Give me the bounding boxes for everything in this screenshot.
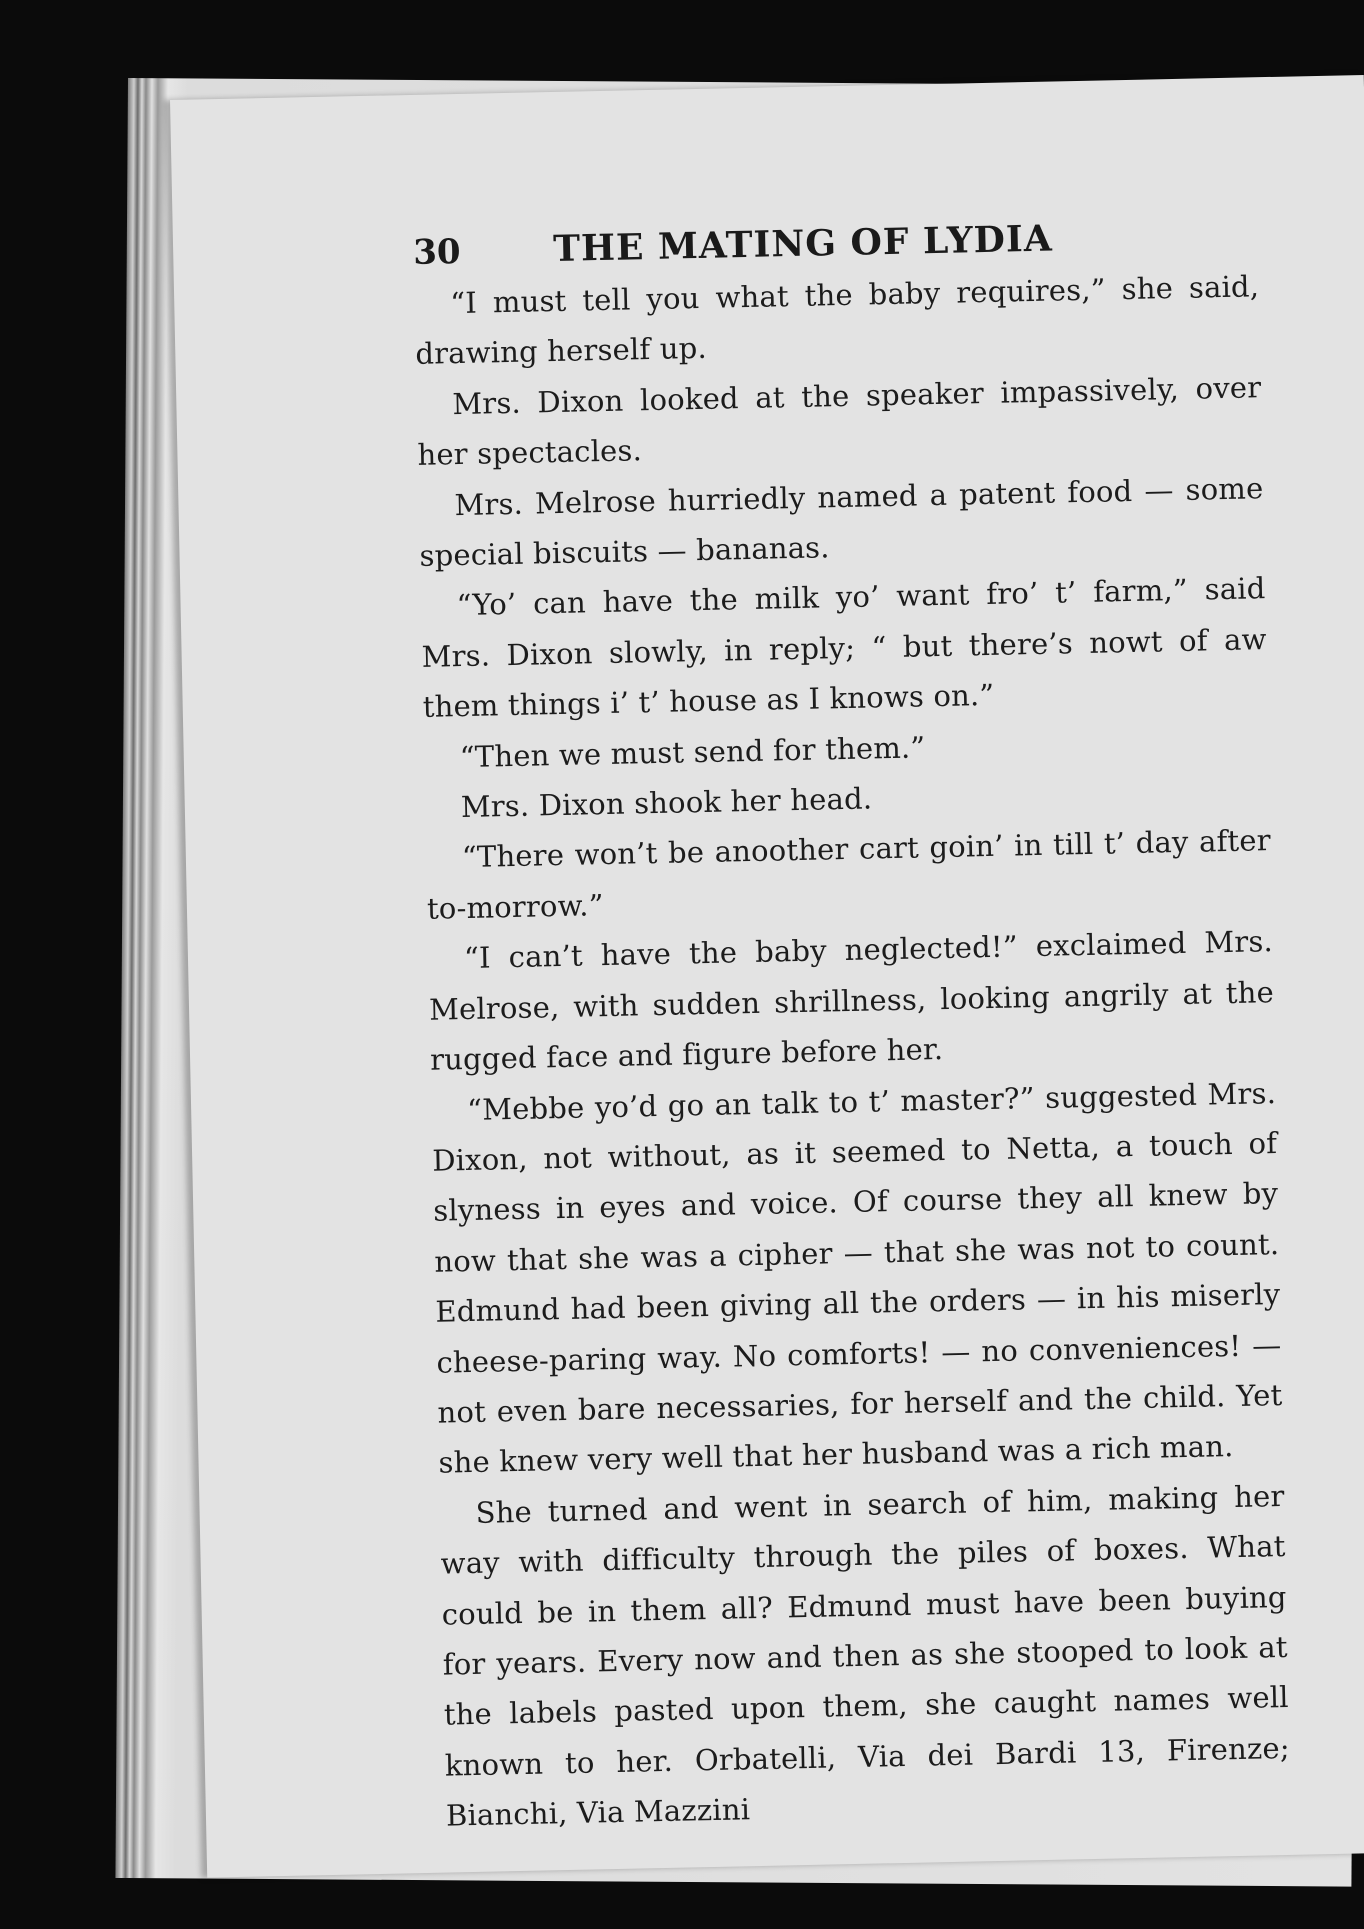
paragraph: “There won’t be anoother cart goin’ in till t’ day after to-morrow.” [426, 823, 1272, 926]
paragraph: Mrs. Dixon looked at the speaker impassively, over her spectacles. [417, 370, 1262, 473]
paragraph: Mrs. Melrose hurriedly named a patent food — some special biscuits — bananas. [419, 470, 1264, 573]
paragraph: She turned and went in search of him, making her way with difficulty through the piles of boxes. What could be in them all? Edmund must have been buying for years. Every now and then as she stooped to look at the labels pasted upon them, she caught names well known to her. Orbatelli, Via dei Bardi 13, Firenze; Bianchi, Via Mazzini [440, 1478, 1291, 1833]
page-number: 30 [412, 231, 461, 273]
paragraph: “I can’t have the baby neglected!” exclaimed Mrs. Melrose, with sudden shrillness, looking angrily at the rugged face and figure before her. [428, 924, 1275, 1077]
body-text [414, 261, 1292, 1841]
paragraph: “Mebbe yo’d go an talk to t’ master?” suggested Mrs. Dixon, not without, as it seemed to Netta, a touch of slyness in eyes and voice. Of course they all knew by now that she was a cipher — that she was not to count. Edmund had been giving all the orders — in his miserly cheese-paring way. No comforts! — no conveniences! — not even bare necessaries, for herself and the child. Yet she knew very well that her husband was a rich man. [431, 1075, 1283, 1481]
paragraph: “Then we must send for them.” [459, 729, 926, 774]
page-content [413, 213, 1292, 1841]
book-title: THE MATING OF LYDIA [552, 217, 1054, 271]
paragraph: “Yo’ can have the milk yo’ want fro’ t’ farm,” said Mrs. Dixon slowly, in reply; “ but there’s nowt of aw them things i’ t’ house as I knows on.” [421, 571, 1267, 725]
book-page [170, 75, 1364, 1878]
paragraph: Mrs. Dixon shook her head. [460, 781, 873, 825]
paragraph: “I must tell you what the baby requires,” she said, drawing herself up. [415, 269, 1260, 372]
